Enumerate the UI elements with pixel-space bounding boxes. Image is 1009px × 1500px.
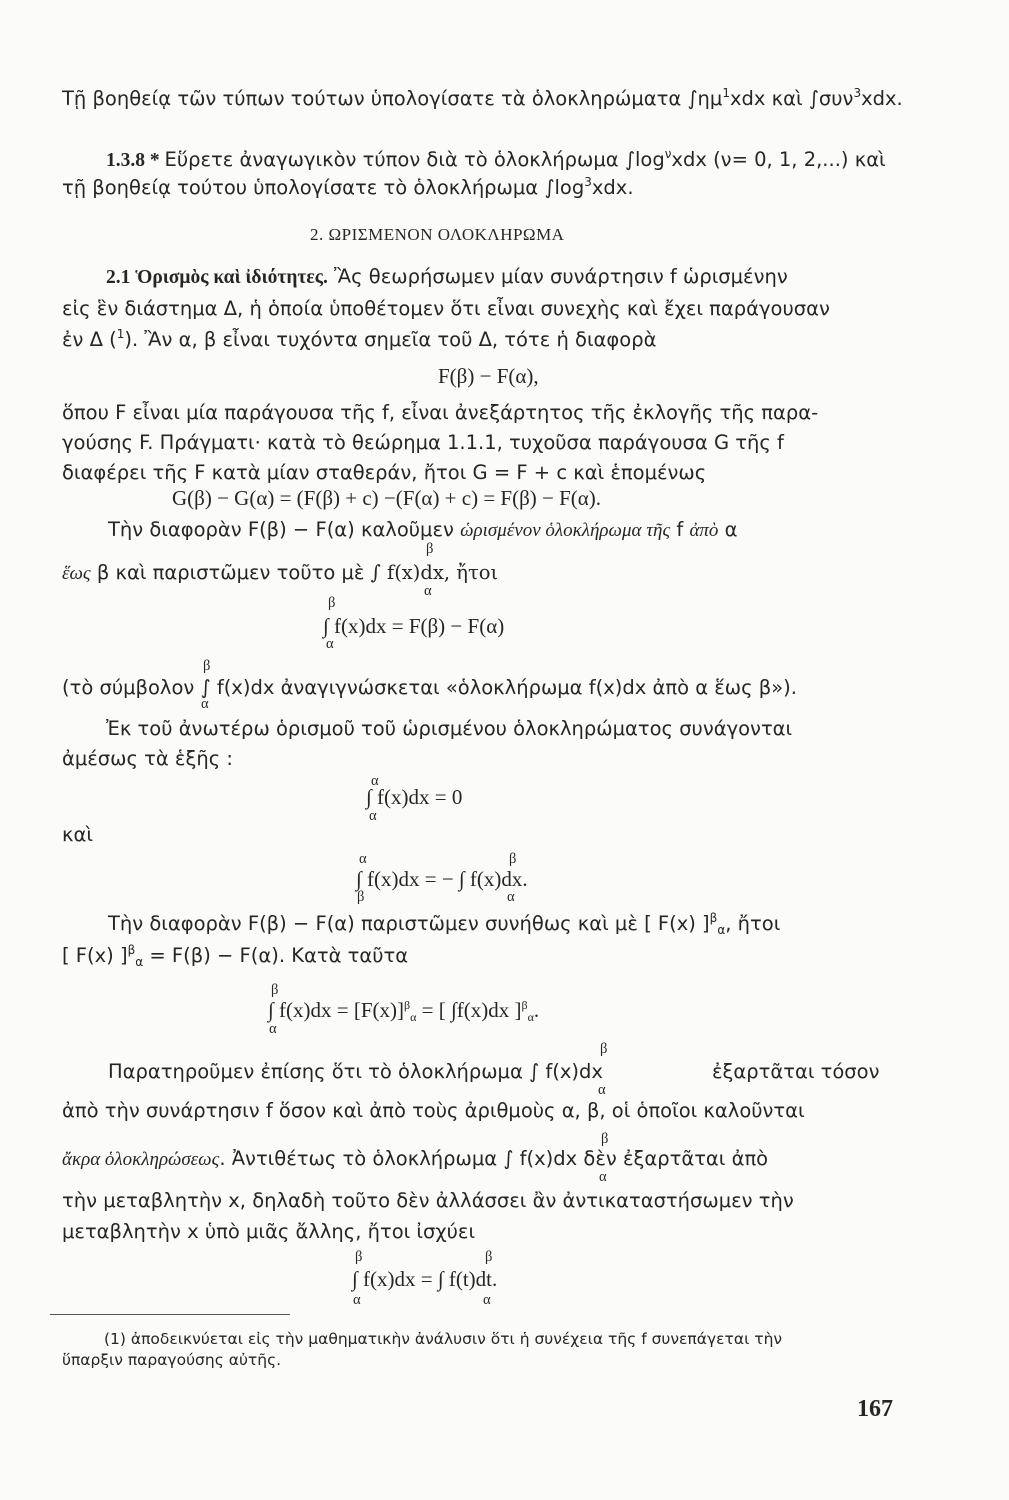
paragraph-line <box>62 327 656 353</box>
text: β καὶ παριστῶμεν τοῦτο μὲ <box>90 561 371 584</box>
paragraph-line: τὴν μεταβλητὴν x, δηλαδὴ τοῦτο δὲν ἀλλάσσει ἂν ἀντικαταστήσωμεν τὴν <box>62 1189 794 1212</box>
text: α <box>718 518 738 541</box>
paragraph-line <box>108 1059 603 1085</box>
text: = F(β) − F(α). Κατὰ ταῦτα <box>143 944 409 967</box>
exercise-line <box>62 86 903 112</box>
equation: ∫ f(x)dx = F(β) − F(α) <box>323 614 505 638</box>
paragraph-line: Ἐκ τοῦ ἀνωτέρω ὁρισμοῦ τοῦ ὡρισμένου ὁλοκληρώματος συνάγονται <box>106 717 793 740</box>
text: Τῇ βοηθείᾳ τῶν τύπων τούτων ὑπολογίσατε τὰ ὁλοκληρώματα ∫ημ <box>62 87 723 110</box>
text: Ἂς θεωρήσωμεν μίαν συνάρτησιν f ὡρισμένην <box>327 265 788 288</box>
equation: ∫ f(x)dx = ∫ f(t)dt. <box>352 1267 498 1291</box>
footnote-line: ὕπαρξιν παραγούσης αὐτῆς. <box>62 1351 282 1369</box>
integral-upper-limit: β <box>600 1041 608 1057</box>
exponent: 3 <box>584 175 592 189</box>
paragraph-line <box>62 560 498 587</box>
text: ). Ἂν α, β εἶναι τυχόντα σημεῖα τοῦ Δ, τότε ἡ διαφορὰ <box>124 328 657 351</box>
bracket-lower-limit: α <box>410 1010 417 1024</box>
exponent: 3 <box>853 86 862 100</box>
inline-integral: ∫ f(x)dx, ἤτοι <box>370 561 499 584</box>
exercise-line <box>62 175 634 201</box>
paragraph-line <box>62 943 408 969</box>
paragraph-line <box>62 1146 768 1173</box>
equation <box>268 997 539 1023</box>
text: . Ἀντιθέτως τὸ ὁλοκλήρωμα <box>219 1147 504 1170</box>
text: Παρατηροῦμεν ἐπίσης ὅτι τὸ ὁλοκλήρωμα <box>108 1060 530 1083</box>
paragraph-line <box>108 517 738 544</box>
italic-text: ἀπὸ <box>689 520 719 541</box>
inline-integral: ∫ f(x)dx <box>529 1060 603 1083</box>
integral-lower-limit: α <box>507 889 515 905</box>
bracket-upper-limit: β <box>521 998 528 1012</box>
paragraph-line: ἀμέσως τὰ ἑξῆς : <box>62 747 233 770</box>
text: ἐν Δ ( <box>62 328 117 351</box>
equation: ∫ f(x)dx = 0 <box>366 785 463 809</box>
bracket-upper-limit: β <box>403 998 411 1012</box>
definition-term: ἄκρα ὁλοκληρώσεως <box>62 1149 220 1170</box>
integral-lower-limit: α <box>598 1082 606 1098</box>
integral-upper-limit: β <box>271 982 279 998</box>
exponent: ν <box>664 147 672 161</box>
integral-upper-limit: β <box>485 1249 493 1265</box>
exponent: 1 <box>722 86 730 100</box>
text: [ F(x) ] <box>62 944 128 967</box>
paragraph-line: γούσης F. Πράγματι· κατὰ τὸ θεώρημα 1.1.1, τυχοῦσα παράγουσα G τῆς f <box>62 431 784 454</box>
text: f <box>670 518 690 541</box>
paragraph-line: διαφέρει τῆς F κατὰ μίαν σταθεράν, ἤτοι G = F + c καὶ ἑπομένως <box>62 461 707 484</box>
paragraph-line-end: ἐξαρτᾶται τόσον <box>712 1060 880 1083</box>
integral-upper-limit: β <box>355 1249 363 1265</box>
integral-lower-limit: β <box>357 889 365 905</box>
bracket-lower-limit: α <box>527 1010 534 1024</box>
integral-upper-limit: α <box>371 773 379 789</box>
text: xdx καὶ ∫συν <box>729 87 854 110</box>
text: xdx (ν= 0, 1, 2,...) καὶ <box>671 148 886 171</box>
text: xdx. <box>861 87 903 110</box>
equation: ∫ f(x)dx = − ∫ f(x)dx. <box>356 867 528 891</box>
paragraph-line: εἰς ἓν διάστημα Δ, ἡ ὁποία ὑποθέτομεν ὅτι εἶναι συνεχὴς καὶ ἔχει παράγουσαν <box>62 297 830 320</box>
subsection-title: Ὁρισμὸς καὶ ἰδιότητες. <box>135 267 328 288</box>
text: τῇ βοηθείᾳ τούτου ὑπολογίσατε τὸ ὁλοκλήρωμα ∫log <box>62 176 585 199</box>
text: (τὸ σύμβολον <box>62 676 201 699</box>
section-title: 2. ΩΡΙΣΜΕΝΟΝ ΟΛΟΚΛΗΡΩΜΑ <box>310 225 565 244</box>
text: , ἤτοι <box>725 912 781 935</box>
integral-upper-limit: β <box>203 658 211 674</box>
equation: G(β) − G(α) = (F(β) + c) −(F(α) + c) = F(β) − F(α). <box>172 486 602 510</box>
bracket-upper-limit: β <box>709 911 718 925</box>
bracket-lower-limit: α <box>135 955 144 969</box>
text: Τὴν διαφορὰν F(β) − F(α) παριστῶμεν συνήθως καὶ μὲ [ F(x) ] <box>108 912 710 935</box>
bracket-upper-limit: β <box>127 943 136 957</box>
footnote-ref: 1 <box>116 327 125 341</box>
equation-part: ∫ f(x)dx = [F(x)] <box>268 998 404 1022</box>
exercise-1-3-8 <box>106 147 886 174</box>
paragraph-line <box>62 675 797 701</box>
italic-text: ἕως <box>62 563 91 584</box>
paragraph-line: ἀπὸ τὴν συνάρτησιν f ὅσον καὶ ἀπὸ τοὺς ἀριθμοὺς α, β, οἱ ὁποῖοι καλοῦνται <box>62 1099 805 1122</box>
paragraph-line: καὶ <box>62 823 93 846</box>
paragraph-line: μεταβλητὴν x ὑπὸ μιᾶς ἄλλης, ἤτοι ἰσχύει <box>62 1220 476 1243</box>
page-number: 167 <box>857 1396 893 1422</box>
integral-upper-limit: β <box>509 851 517 867</box>
integral-upper-limit: β <box>601 1131 609 1147</box>
footnote-rule <box>50 1314 290 1315</box>
integral-upper-limit: α <box>359 851 367 867</box>
equation-part: = [ ∫f(x)dx ] <box>416 998 522 1022</box>
integral-lower-limit: α <box>353 1292 361 1308</box>
inline-integral: ∫ f(x)dx δὲν ἐξαρτᾶται ἀπὸ <box>503 1147 769 1170</box>
bracket-lower-limit: α <box>717 923 726 937</box>
equation: F(β) − F(α), <box>438 364 539 388</box>
integral-lower-limit: α <box>269 1021 277 1037</box>
subsection-line <box>106 264 788 291</box>
equation-part: . <box>533 998 540 1022</box>
text: xdx. <box>591 176 634 199</box>
subsection-number: 2.1 <box>106 267 136 288</box>
paragraph-line: ὅπου F εἶναι μία παράγουσα τῆς f, εἶναι ἀνεξάρτητος τῆς ἐκλογῆς τῆς παρα- <box>62 401 819 424</box>
text: Εὕρετε ἀναγωγικὸν τύπον διὰ τὸ ὁλοκλήρωμα ∫log <box>164 148 665 171</box>
integral-lower-limit: α <box>599 1169 607 1185</box>
exercise-number: 1.3.8 * <box>106 150 165 171</box>
footnote-line: (1) ἀποδεικνύεται εἰς τὴν μαθηματικὴν ἀνάλυσιν ὅτι ἡ συνέχεια τῆς f συνεπάγεται τὴν <box>104 1330 783 1348</box>
integral-lower-limit: α <box>424 583 432 599</box>
integral-lower-limit: α <box>483 1292 491 1308</box>
definition-term: ὡρισμένον ὁλοκλήρωμα τῆς <box>460 520 671 541</box>
text: Τὴν διαφορὰν F(β) − F(α) καλοῦμεν <box>108 518 461 541</box>
integral-lower-limit: α <box>201 696 209 712</box>
integral-upper-limit: β <box>328 595 336 611</box>
integral-upper-limit: β <box>426 541 434 557</box>
text: ∫ f(x)dx ἀναγιγνώσκεται «ὁλοκλήρωμα f(x)dx ἀπὸ α ἕως β»). <box>200 676 797 699</box>
integral-lower-limit: α <box>326 636 334 652</box>
integral-lower-limit: α <box>369 808 377 824</box>
paragraph-line <box>108 911 780 937</box>
